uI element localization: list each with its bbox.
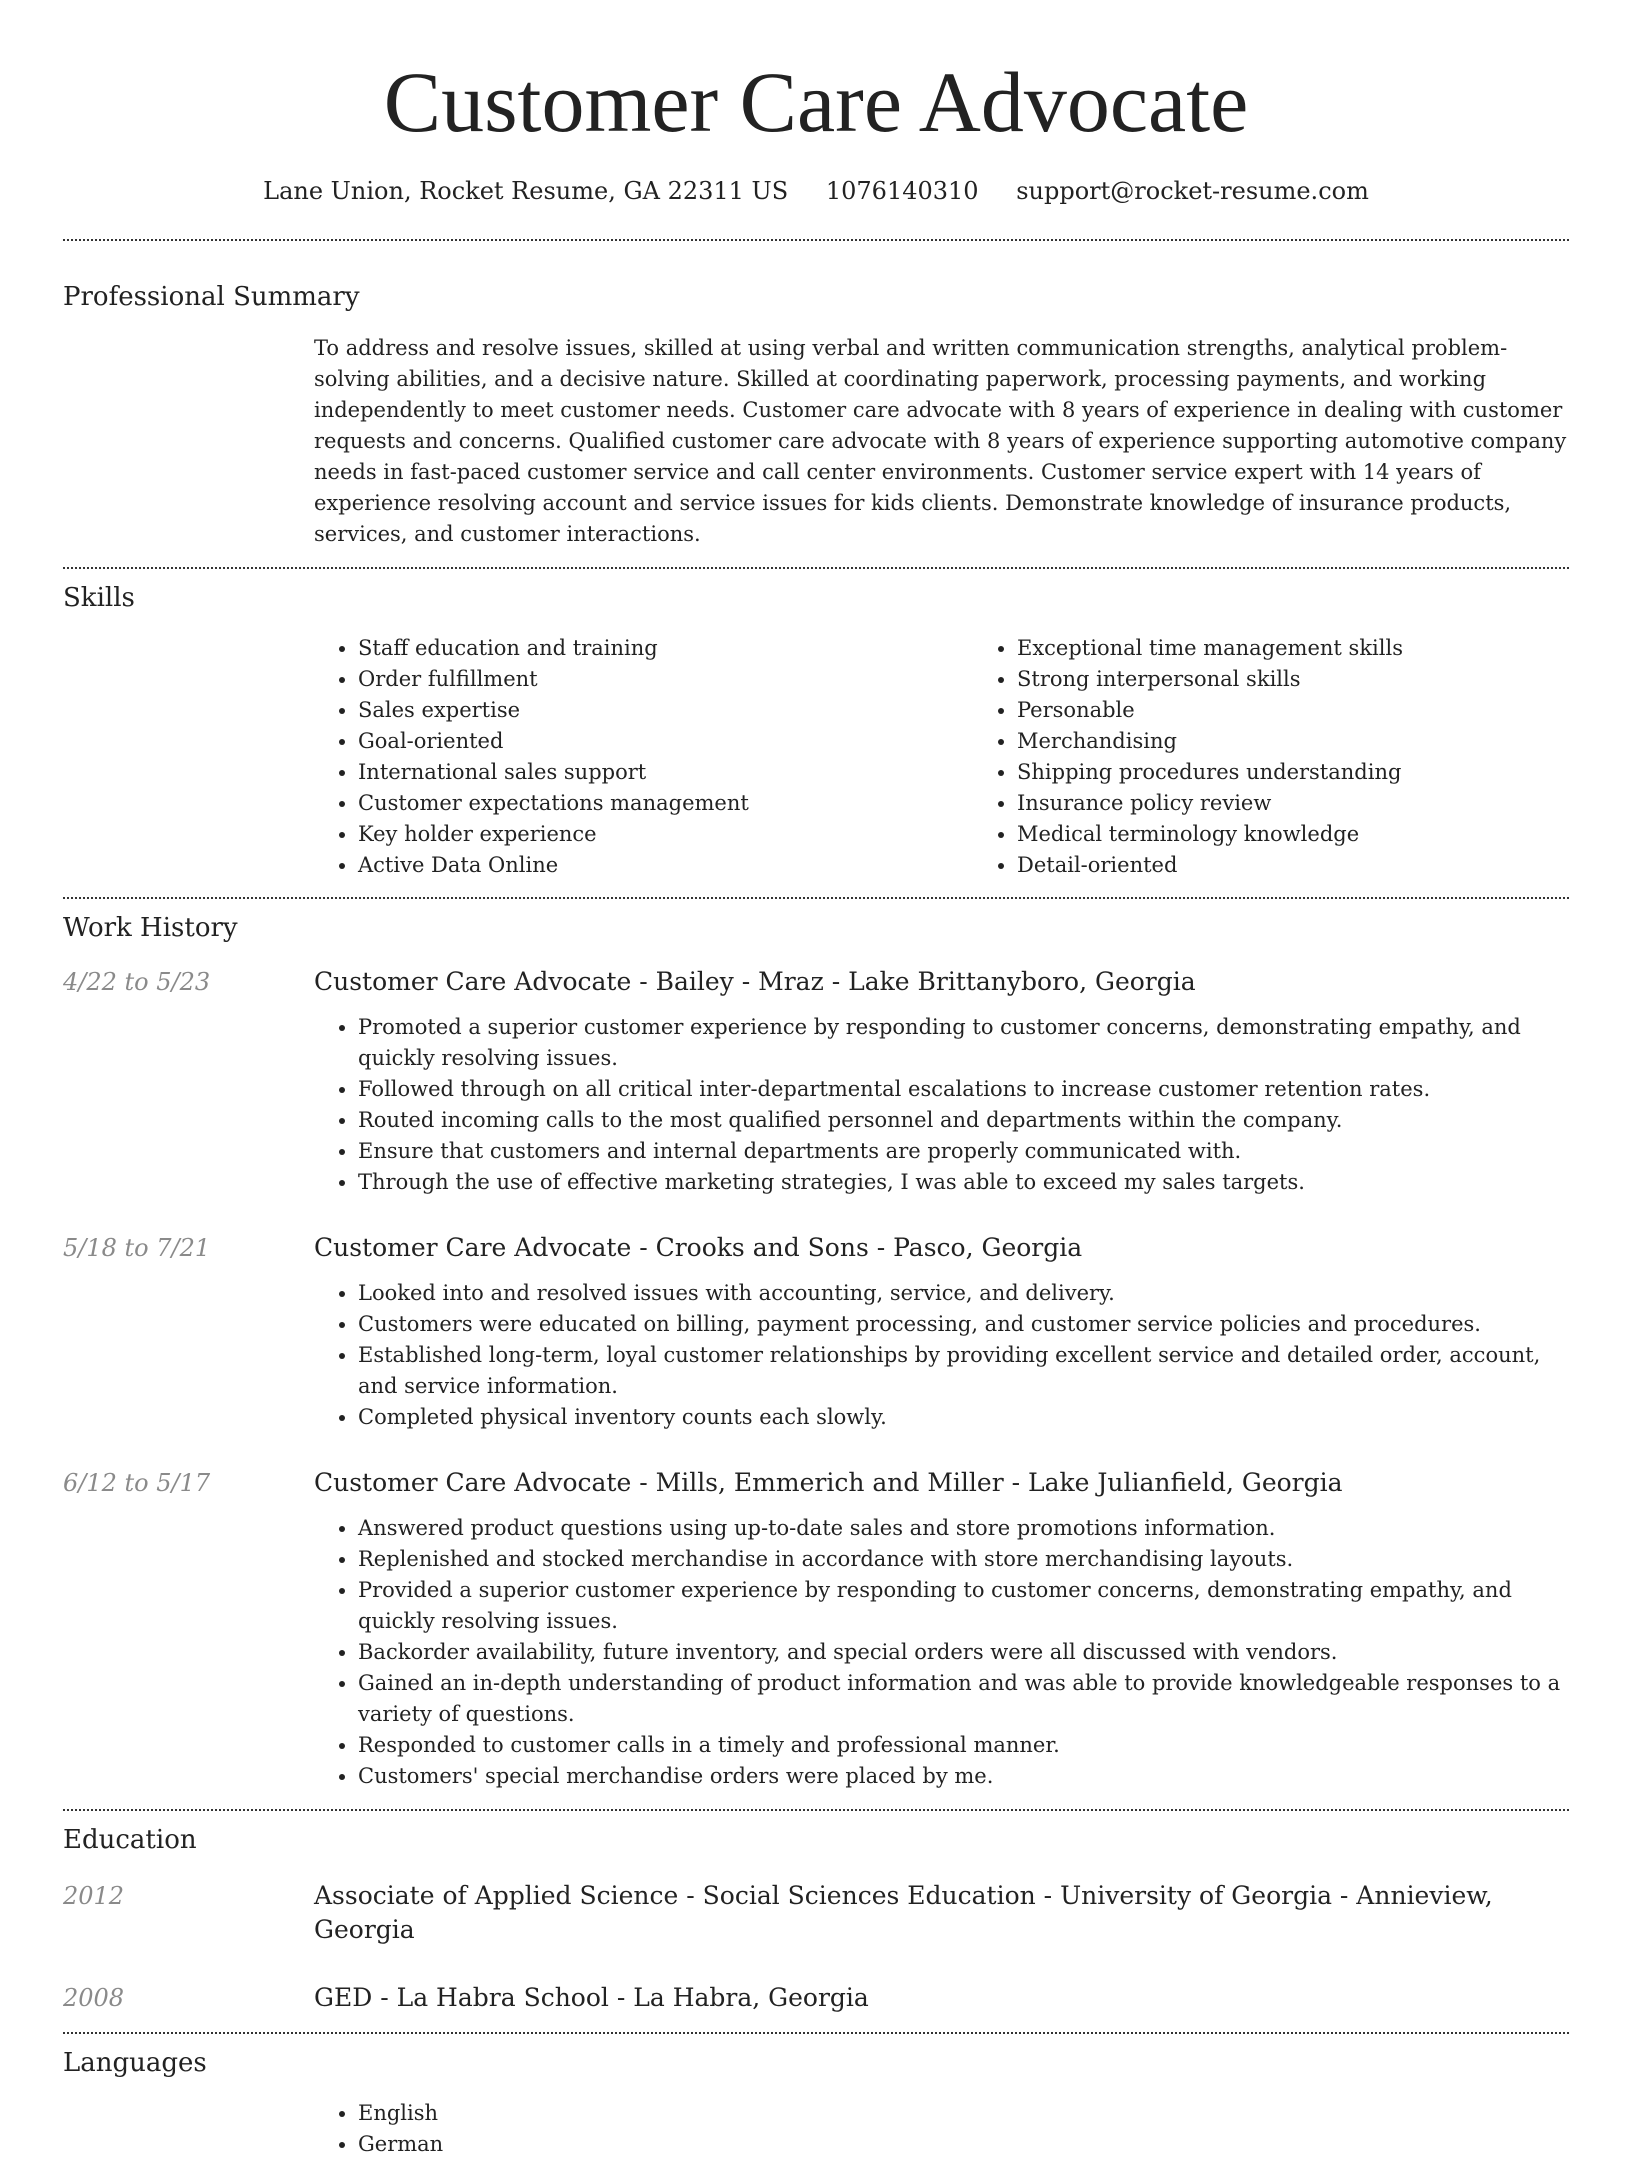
job-bullet: • Answered product questions using up-to-date sales and store promotions information.	[358, 1513, 1569, 1544]
education-degree: Associate of Applied Science - Social Sciences Education - University of Georgia - Annieview, Georgia	[314, 1881, 1493, 1944]
skill-item: • Order fulfillment	[358, 664, 973, 695]
job-bullets	[314, 1278, 1569, 1433]
skill-item: • Active Data Online	[358, 850, 973, 881]
job-bullet: • Completed physical inventory counts each slowly.	[358, 1402, 1569, 1433]
job-bullet: • Customers were educated on billing, payment processing, and customer service policies and procedures.	[358, 1309, 1569, 1340]
skill-item: • Key holder experience	[358, 819, 973, 850]
job-dates: 6/12 to 5/17	[63, 1469, 211, 1497]
skill-item: • Strong interpersonal skills	[1017, 664, 1632, 695]
summary-text: To address and resolve issues, skilled at using verbal and written communication strengths, analytical problem-solving abilities, and a decisive nature. Skilled at coordinating paperwork, processing payments, and working independently to meet customer needs. Customer care advocate with 8 years of experience in dealing with customer requests and concerns. Qualified customer care advocate with 8 years of experience supporting automotive company needs in fast-paced customer service and call center environments. Customer service expert with 14 years of experience resolving account and service issues for kids clients. Demonstrate knowledge of insurance products, services, and customer interactions.	[314, 336, 1567, 546]
skill-item: • Exceptional time management skills	[1017, 633, 1632, 664]
education-entry	[63, 1879, 1569, 1947]
contact-address: Lane Union, Rocket Resume, GA 22311 US	[263, 177, 789, 205]
education-degree: GED - La Habra School - La Habra, Georgia	[314, 1983, 869, 2012]
skill-item: • Goal-oriented	[358, 726, 973, 757]
education-year: 2008	[63, 1984, 125, 2012]
skill-item: • International sales support	[358, 757, 973, 788]
job-title: Customer Care Advocate - Mills, Emmerich and Miller - Lake Julianfield, Georgia	[314, 1468, 1343, 1497]
job-bullet: • Looked into and resolved issues with accounting, service, and delivery.	[358, 1278, 1569, 1309]
language-item: • German	[358, 2129, 1569, 2160]
job-bullets	[314, 1012, 1569, 1198]
skill-item: • Detail-oriented	[1017, 850, 1632, 881]
skill-item: • Sales expertise	[358, 695, 973, 726]
job-dates: 4/22 to 5/23	[63, 968, 211, 996]
section-divider	[63, 567, 1569, 569]
job-entry	[63, 965, 1569, 1198]
section-divider	[63, 2032, 1569, 2034]
skill-item: • Insurance policy review	[1017, 788, 1632, 819]
education-heading: Education	[63, 1825, 197, 1855]
section-divider	[63, 897, 1569, 899]
languages-list	[314, 2098, 1569, 2160]
job-bullet: • Followed through on all critical inter-departmental escalations to increase customer retention rates.	[358, 1074, 1569, 1105]
job-title: Customer Care Advocate - Bailey - Mraz - Lake Brittanyboro, Georgia	[314, 967, 1196, 996]
job-bullet: • Ensure that customers and internal departments are properly communicated with.	[358, 1136, 1569, 1167]
languages-heading: Languages	[63, 2048, 207, 2078]
job-bullet: • Gained an in-depth understanding of product information and was able to provide knowledgeable responses to a variety of questions.	[358, 1668, 1569, 1730]
skills-list-right	[973, 633, 1632, 881]
section-divider	[63, 1809, 1569, 1811]
skills-heading: Skills	[63, 583, 135, 613]
skill-item: • Medical terminology knowledge	[1017, 819, 1632, 850]
job-bullet: • Customers' special merchandise orders were placed by me.	[358, 1761, 1569, 1792]
job-title: Customer Care Advocate - Crooks and Sons - Pasco, Georgia	[314, 1233, 1083, 1262]
skill-item: • Customer expectations management	[358, 788, 973, 819]
job-bullet: • Routed incoming calls to the most qualified personnel and departments within the company.	[358, 1105, 1569, 1136]
summary-heading: Professional Summary	[63, 282, 360, 312]
skills-list-left	[314, 633, 973, 881]
work-history-heading: Work History	[63, 913, 238, 943]
contact-phone: 1076140310	[825, 177, 979, 205]
job-bullet: • Promoted a superior customer experience by responding to customer concerns, demonstrating empathy, and quickly resolving issues.	[358, 1012, 1569, 1074]
job-bullets	[314, 1513, 1569, 1792]
job-bullet: • Responded to customer calls in a timely and professional manner.	[358, 1730, 1569, 1761]
education-year: 2012	[63, 1882, 125, 1910]
language-item: • English	[358, 2098, 1569, 2129]
job-bullet: • Replenished and stocked merchandise in accordance with store merchandising layouts.	[358, 1544, 1569, 1575]
resume-name: Customer Care Advocate	[383, 54, 1249, 150]
skill-item: • Shipping procedures understanding	[1017, 757, 1632, 788]
education-entry	[63, 1981, 1569, 2015]
job-entry	[63, 1231, 1569, 1433]
job-bullet: • Through the use of effective marketing strategies, I was able to exceed my sales targets.	[358, 1167, 1569, 1198]
skill-item: • Personable	[1017, 695, 1632, 726]
job-entry	[63, 1466, 1569, 1792]
section-divider	[63, 239, 1569, 241]
job-bullet: • Backorder availability, future inventory, and special orders were all discussed with vendors.	[358, 1637, 1569, 1668]
job-bullet: • Established long-term, loyal customer relationships by providing excellent service and detailed order, account, and service information.	[358, 1340, 1569, 1402]
skill-item: • Staff education and training	[358, 633, 973, 664]
skill-item: • Merchandising	[1017, 726, 1632, 757]
contact-line	[63, 176, 1569, 206]
contact-email: support@rocket-resume.com	[1016, 177, 1369, 205]
job-bullet: • Provided a superior customer experience by responding to customer concerns, demonstrating empathy, and quickly resolving issues.	[358, 1575, 1569, 1637]
job-dates: 5/18 to 7/21	[63, 1234, 211, 1262]
